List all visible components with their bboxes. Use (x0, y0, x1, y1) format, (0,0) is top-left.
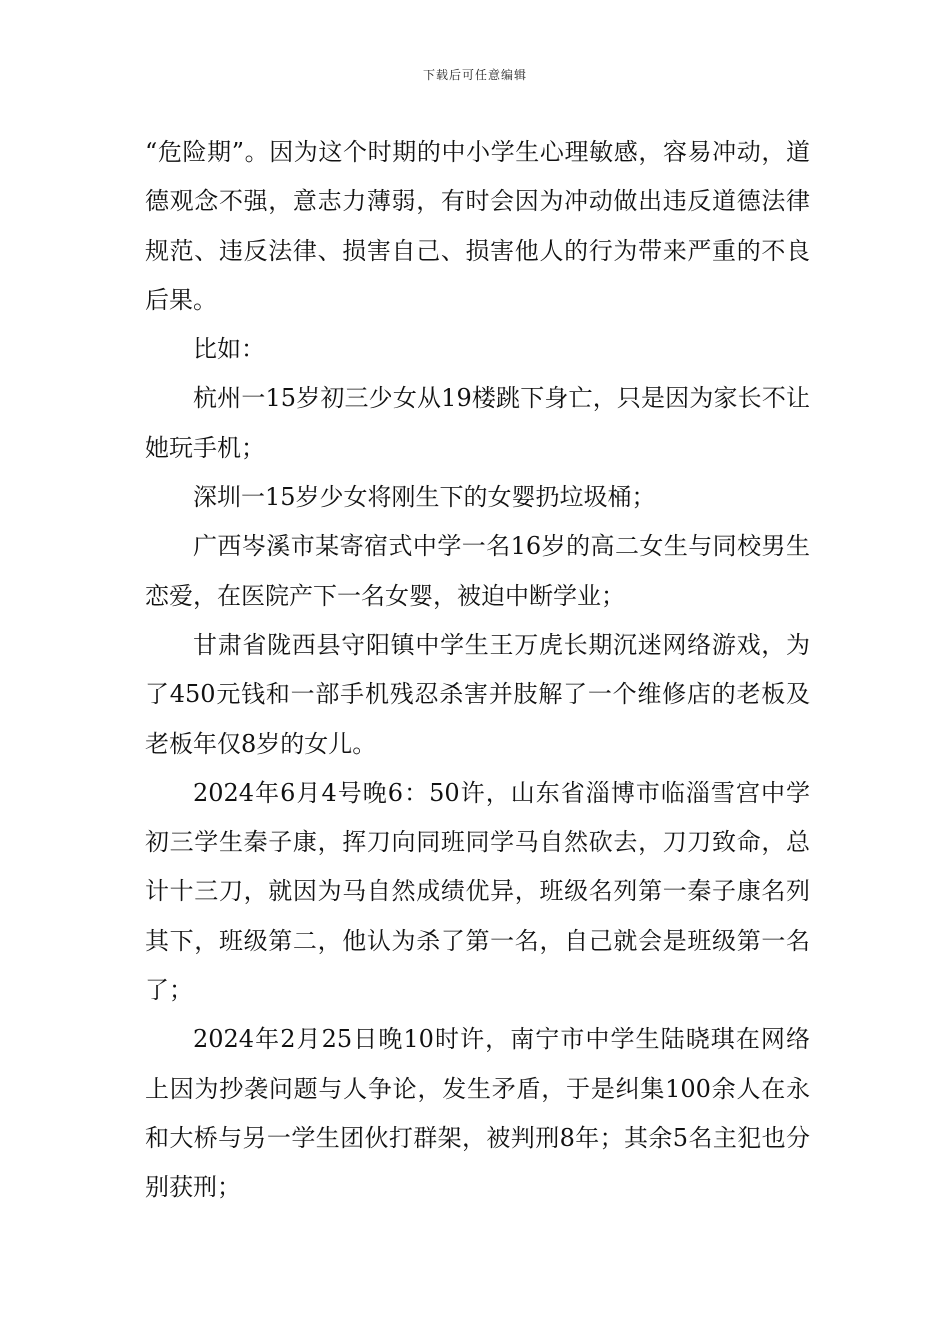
paragraph-2: 比如： (193, 335, 265, 364)
paragraph-7: 2024年6月4号晚6：50许，山东省淄博市临淄雪宫中学初三学生秦子康，挥刀向同班同学马自然砍去，刀刀致命，总计十三刀，就因为马自然成绩优异，班级名列第一秦子康名列其下，班级第二，他认为杀了第一名，自己就会是班级第一名了； (145, 778, 810, 1005)
paragraph-8: 2024年2月25日晚10时许，南宁市中学生陆晓琪在网络上因为抄袭问题与人争论，发生矛盾，于是纠集100余人在永和大桥与另一学生团伙打群架，被判刑8年；其余5名主犯也分别获刑； (145, 1025, 810, 1202)
paragraph-6: 甘肃省陇西县守阳镇中学生王万虎长期沉迷网络游戏，为了450元钱和一部手机残忍杀害并肢解了一个维修店的老板及老板年仅8岁的女儿。 (145, 630, 810, 758)
paragraph-1: “危险期”。因为这个时期的中小学生心理敏感，容易冲动，道德观念不强，意志力薄弱，有时会因为冲动做出违反道德法律规范、违反法律、损害自己、损害他人的行为带来严重的不良后果。 (145, 138, 810, 314)
page-header: 下载后可任意编辑 (422, 68, 527, 82)
document-body (145, 128, 810, 1213)
paragraph-3: 杭州一15岁初三少女从19楼跳下身亡，只是因为家长不让她玩手机； (145, 384, 810, 462)
paragraph-4: 深圳一15岁少女将刚生下的女婴扔垃圾桶； (193, 483, 656, 512)
paragraph-5: 广西岑溪市某寄宿式中学一名16岁的高二女生与同校男生恋爱，在医院产下一名女婴，被迫中断学业； (145, 532, 810, 610)
